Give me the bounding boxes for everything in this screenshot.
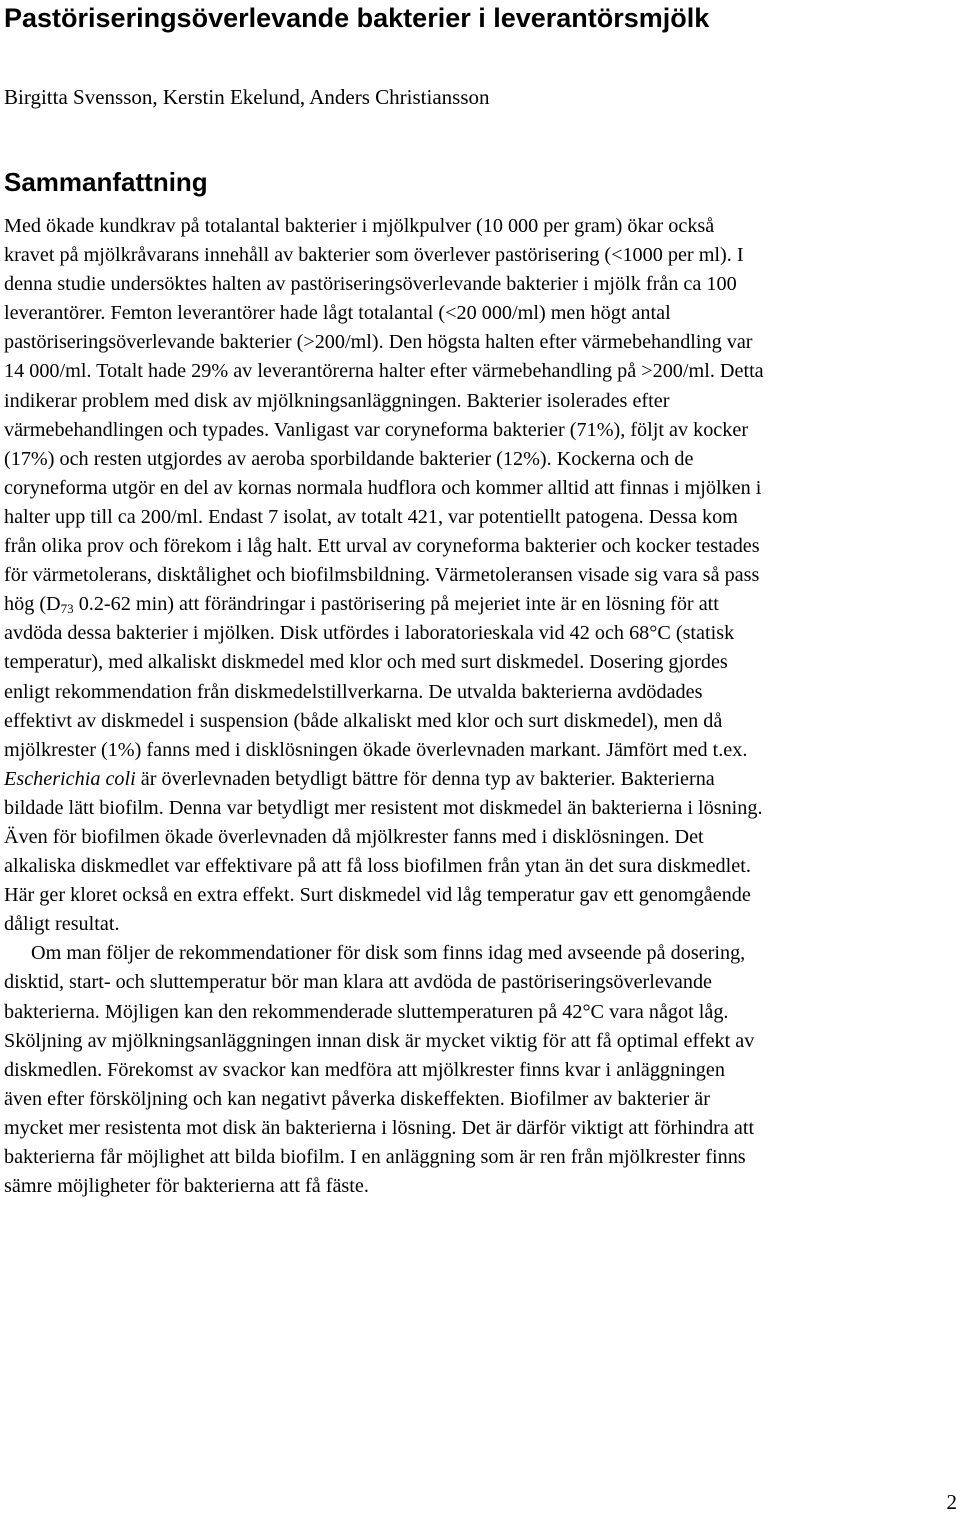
text-line: denna studie undersöktes halten av pastöriseringsöverlevande bakterier i mjölk från ca 100 [4,273,737,296]
text-line-d73 [4,590,956,619]
text-line: värmebehandlingen och typades. Vanligast var coryneforma bakterier (71%), följt av kocker [4,418,749,441]
text-line: mycket mer resistenta mot disk än bakterierna i lösning. Det är därför viktigt att förhindra att [4,1116,755,1139]
text-line: temperatur), med alkaliskt diskmedel med klor och med surt diskmedel. Dosering gjordes [4,651,728,674]
author-list: Birgitta Svensson, Kerstin Ekelund, Anders Christiansson [4,85,490,109]
text-line: Även för biofilmen ökade överlevnaden då mjölkrester fanns med i disklösningen. Det [4,825,704,848]
document-title: Pastöriseringsöverlevande bakterier i leverantörsmjölk [4,3,710,33]
text-line: sämre möjligheter för bakterierna att få fäste. [4,1175,369,1198]
text-line-ecoli [4,765,956,794]
text-line: (17%) och resten utgjordes av aeroba sporbildande bakterier (12%). Kockerna och de [4,447,694,470]
text-line: alkaliska diskmedlet var effektivare på att få loss biofilmen från ytan än det sura diskmedlet. [4,855,751,878]
ecoli-suffix: är överlevnaden betydligt bättre för denna typ av bakterier. Bakterierna [135,767,715,790]
text-line: avdöda dessa bakterier i mjölken. Disk utfördes i laboratorieskala vid 42 och 68°C (statisk [4,622,735,645]
text-line: kravet på mjölkråvarans innehåll av bakterier som överlever pastörisering (<1000 per ml). I [4,244,744,267]
text-line: mjölkrester (1%) fanns med i disklösningen ökade överlevnaden markant. Jämfört med t.ex. [4,738,748,761]
text-line: Med ökade kundkrav på totalantal bakterier i mjölkpulver (10 000 per gram) ökar också [4,215,715,237]
text-line: för värmetolerans, disktålighet och biofilmsbildning. Värmetoleransen visade sig vara så pass [4,564,760,587]
text-line: även efter försköljning och kan negativt påverka diskeffekten. Biofilmer av bakterier är [4,1087,710,1110]
text-line: enligt rekommendation från diskmedelstillverkarna. De utvalda bakterierna avdödades [4,680,703,703]
summary-paragraph-1 [4,212,956,1201]
text-line: bakterierna får möjlighet att bilda biofilm. I en anläggning som är ren från mjölkrester finns [4,1146,746,1168]
text-line: effektivt av diskmedel i suspension (både alkaliskt med klor och surt diskmedel), men då [4,709,723,732]
text-line: indikerar problem med disk av mjölkningsanläggningen. Bakterier isolerades efter [4,389,670,412]
d73-subscript: 73 [60,601,74,617]
d73-suffix: 0.2-62 min) att förändringar i pastörisering på mejeriet inte är en lösning för att [73,593,719,616]
text-line: coryneforma utgör en del av kornas normala hudflora och kommer alltid att finnas i mjölken i [4,476,762,499]
text-line: Sköljning av mjölkningsanläggningen innan disk är mycket viktig för att få optimal effekt av [4,1029,755,1052]
text-line: disktid, start- och sluttemperatur bör man klara att avdöda de pastöriseringsöverlevande [4,971,713,994]
d73-prefix: hög (D [4,593,61,616]
text-line: Här ger kloret också en extra effekt. Surt diskmedel vid låg temperatur gav ett genomgående [4,884,751,907]
text-line: diskmedlen. Förekomst av svackor kan medföra att mjölkrester finns kvar i anläggningen [4,1058,725,1081]
text-line: dåligt resultat. [4,913,120,936]
text-line: bildade lätt biofilm. Denna var betydligt mer resistent mot diskmedel än bakterierna i lösning. [4,796,763,819]
text-line: leverantörer. Femton leverantörer hade lågt totalantal (<20 000/ml) men högt antal [4,302,671,325]
text-line: 14 000/ml. Totalt hade 29% av leverantörerna halter efter värmebehandling på >200/ml. Detta [4,360,764,383]
species-name: Escherichia coli [4,767,136,790]
text-line: bakterierna. Möjligen kan den rekommenderade sluttemperaturen på 42°C vara något låg. [4,1000,729,1023]
section-heading-summary: Sammanfattning [4,167,208,197]
text-line: pastöriseringsöverlevande bakterier (>200/ml). Den högsta halten efter värmebehandling var [4,331,753,354]
text-line-indented: Om man följer de rekommendationer för disk som finns idag med avseende på dosering, [31,942,746,965]
page-number: 2 [946,1490,957,1514]
text-line: halter upp till ca 200/ml. Endast 7 isolat, av totalt 421, var potentiellt patogena. Dessa kom [4,505,738,528]
text-line: från olika prov och förekom i låg halt. Ett urval av coryneforma bakterier och kocker testades [4,535,760,558]
